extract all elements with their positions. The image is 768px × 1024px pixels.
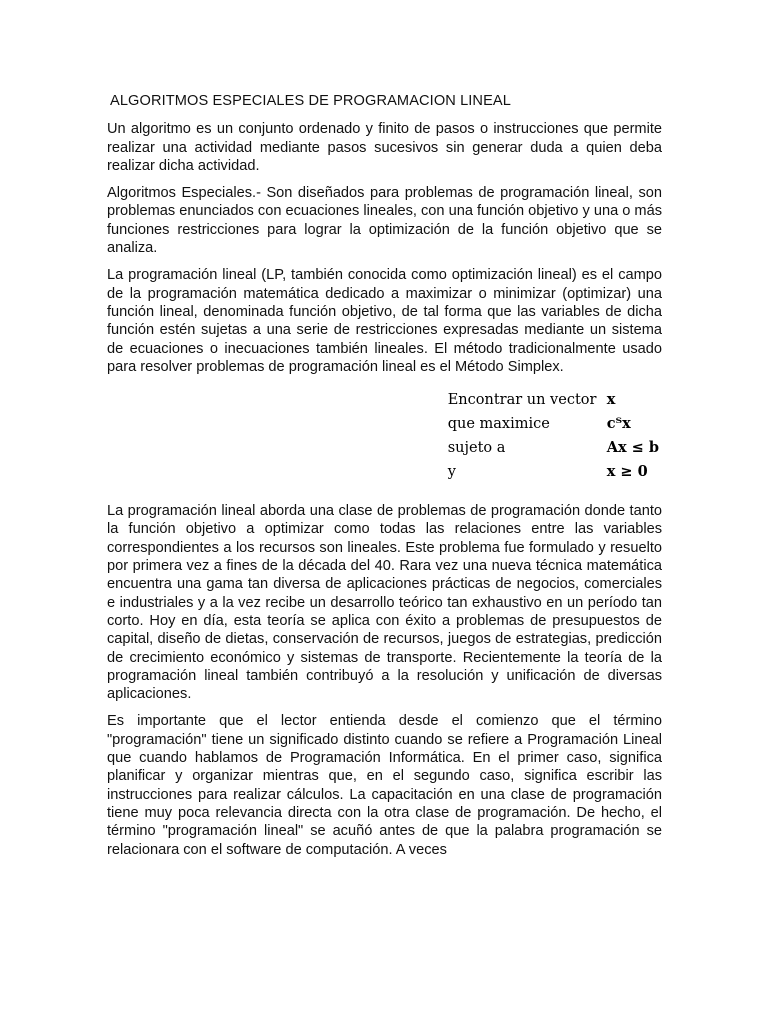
formula-label: Encontrar un vector [447,392,597,408]
formula-row [448,460,659,484]
lp-formulation [107,388,662,484]
formula-expression: x ≥ 0 [606,463,648,480]
formula-expression: x [606,391,616,408]
document-body [107,92,662,868]
formula-row [448,436,659,460]
formula-expression: cᵀx [606,415,631,432]
lp-formulation-table [448,388,659,484]
document-title: ALGORITMOS ESPECIALES DE PROGRAMACION LINEAL [110,93,511,109]
paragraph-algoritmos-especiales: Algoritmos Especiales.- Son diseñados para problemas de programación lineal, son problemas enunciados con ecuaciones lineales, con una función objetivo y una o más funciones restricciones para lograr la optimización de la función objetivo que se analiza. [107,185,662,257]
paragraph-algoritmo-definition: Un algoritmo es un conjunto ordenado y finito de pasos o instrucciones que permite realizar una actividad mediante pasos sucesivos sin generar duda a quien deba realizar dicha actividad. [107,121,662,174]
formula-label: sujeto a [447,440,506,456]
formula-label: que maximice [447,416,550,432]
formula-row [448,412,659,436]
formula-row [448,388,659,412]
paragraph-es-importante: Es importante que el lector entienda desde el comienzo que el término "programación" tiene un significado distinto cuando se refiere a Programación Lineal que cuando hablamos de Programación Informática. En el primer caso, significa planificar y organizar mientras que, en el segundo caso, significa escribir las instrucciones para realizar cálculos. La capacitación en una clase de programación tiene muy poca relevancia directa con la otra clase de programación. De hecho, el término "programación lineal" se acuñó antes de que la palabra programación se relacionara con el software de computación. A veces [107,713,662,858]
paragraph-aborda-clase: La programación lineal aborda una clase de problemas de programación donde tanto la función objetivo a optimizar como todas las relaciones entre las variables correspondientes a los recursos son lineales. Este problema fue formulado y resuelto por primera vez a fines de la década del 40. Rara vez una nueva técnica matemática encuentra una gama tan diversa de aplicaciones prácticas de negocios, comerciales e industriales y a la vez recibe un desarrollo teórico tan exhaustivo en un período tan corto. Hoy en día, esta teoría se aplica con éxito a problemas de presupuestos de capital, diseño de dietas, conservación de recursos, juegos de estrategias, predicción de crecimiento económico y sistemas de transporte. Recientemente la teoría de la programación lineal también contribuyó a la resolución y unificación de diversas aplicaciones. [107,503,662,703]
formula-expression: Ax ≤ b [606,439,659,456]
formula-label: y [447,464,456,480]
paragraph-programacion-lineal: La programación lineal (LP, también conocida como optimización lineal) es el campo de la programación matemática dedicado a maximizar o minimizar (optimizar) una función lineal, denominada función objetivo, de tal forma que las variables de dicha función estén sujetas a una serie de restricciones expresadas mediante un sistema de ecuaciones o inecuaciones también lineales. El método tradicionalmente usado para resolver problemas de programación lineal es el Método Simplex. [107,267,662,375]
